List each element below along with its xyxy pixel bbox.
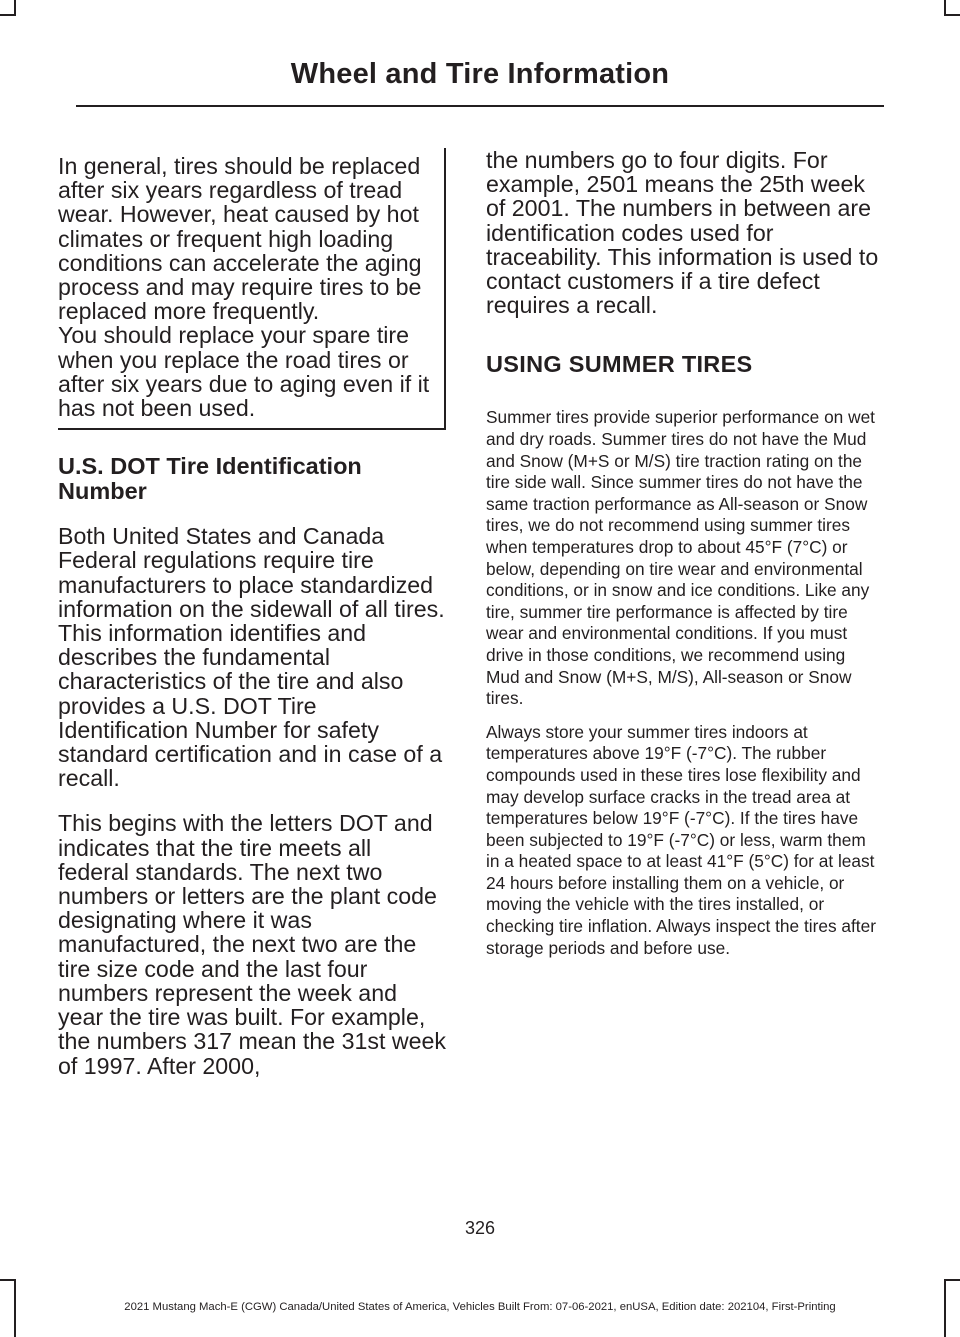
note-paragraph: In general, tires should be replaced after six years regardless of tread wear. However, heat caused by hot climates or frequent high loading conditions can accelerate the aging process and may require tires to be replaced more frequently. <box>58 153 422 325</box>
right-column <box>486 148 880 971</box>
dot-section-heading: U.S. DOT Tire Identification Number <box>58 453 362 504</box>
crop-mark-bottom-left <box>0 1279 16 1281</box>
crop-mark-top-right <box>944 14 960 16</box>
footer-text: 2021 Mustang Mach-E (CGW) Canada/United States of America, Vehicles Built From: 07-06-2021, enUSA, Edition date: 202104, First-Printing <box>124 1301 836 1313</box>
dot-paragraph: This begins with the letters DOT and indicates that the tire meets all federal standards. The next two numbers or letters are the plant code designating where it was manufactured, the next two are the tire size code and the last four numbers represent the week and year the tire was built. For example, the numbers 317 mean the 31st week of 1997. After 2000, <box>58 810 446 1079</box>
summer-tires-heading: USING SUMMER TIRES <box>486 351 753 378</box>
page-title: Wheel and Tire Information <box>290 58 670 90</box>
dot-paragraph: Both United States and Canada Federal regulations require tire manufacturers to place standardized information on the sidewall of all tires. This information identifies and describes the fundamental characteristics of the tire and also provides a U.S. DOT Tire Identification Number for safety standard certification and in case of a recall. <box>58 523 445 792</box>
crop-mark-bottom-right <box>944 1279 960 1281</box>
left-column <box>58 148 446 1099</box>
dot-continuation-paragraph: the numbers go to four digits. For example, 2501 means the 25th week of 2001. The numbers in between are identification codes used for traceability. This information is used to contact customers if a tire defect requires a recall. <box>486 147 879 319</box>
note-box <box>58 148 446 430</box>
header-rule <box>76 105 884 107</box>
summer-paragraph: Always store your summer tires indoors at temperatures above 19°F (-7°C). The rubber compounds used in these tires lose flexibility and may develop surface cracks in the tread area at temperatures below 19°F (-7°C). If the tires have been subjected to 19°F (-7°C) or less, warm them in a heated space to at least 41°F (5°C) for at least 24 hours before installing them on a vehicle, or moving the vehicle with the tires installed, or checking tire inflation. Always inspect the tires after storage periods and before use. <box>486 721 876 958</box>
page-number: 326 <box>464 1218 496 1238</box>
crop-mark-top-left <box>0 14 16 16</box>
summer-paragraph: Summer tires provide superior performance on wet and dry roads. Summer tires do not have the Mud and Snow (M+S or M/S) tire traction rating on the tire side wall. Since summer tires do not have the same traction performance as All-season or Snow tires, we do not recommend using summer tires when temperatures drop to about 45°F (7°C) or below, depending on tire wear and environmental conditions, or in snow and ice conditions. Like any tire, summer tire performance is affected by tire wear and environmental conditions. If you must drive in those conditions, we recommend using Mud and Snow (M+S, M/S), All-season or Snow tires. <box>486 407 875 709</box>
note-paragraph: You should replace your spare tire when you replace the road tires or after six years due to aging even if it has not been used. <box>58 322 430 422</box>
